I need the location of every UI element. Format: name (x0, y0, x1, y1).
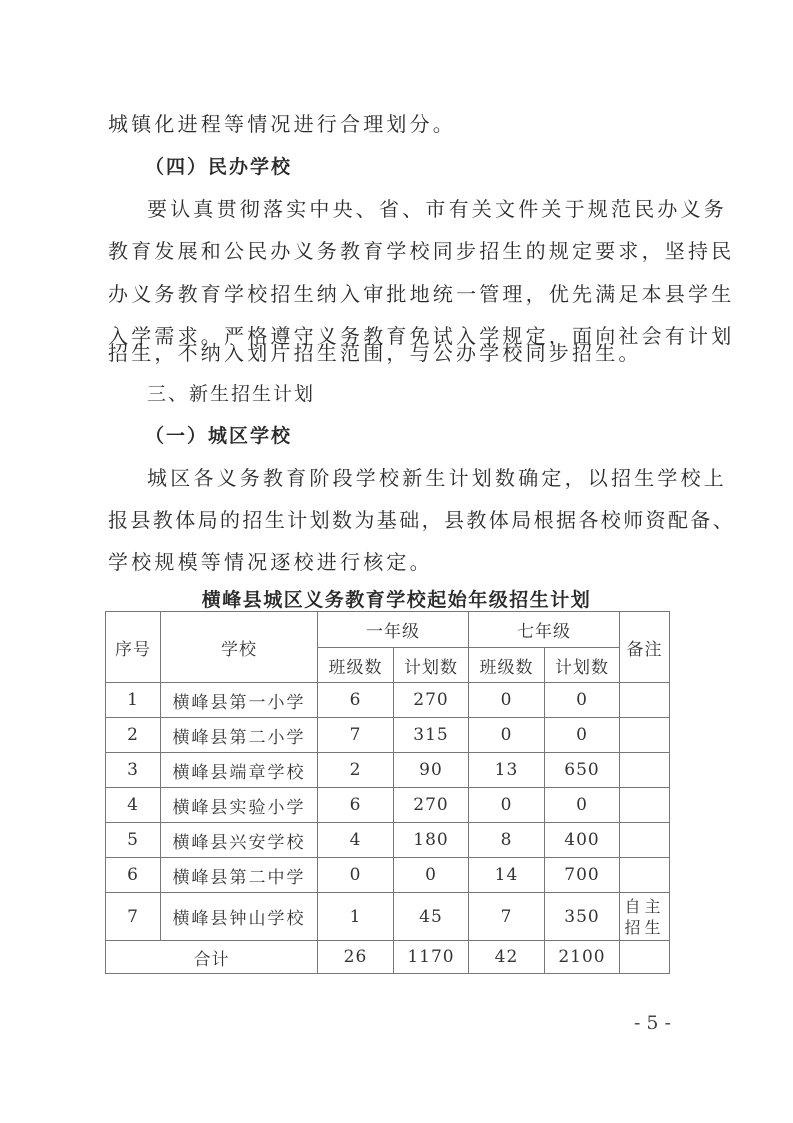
cell-g7-classes: 0 (469, 718, 545, 753)
table-row (106, 718, 670, 753)
remark-line: 招生 (624, 917, 665, 937)
table-row (106, 823, 670, 858)
cell-school: 横峰县实验小学 (161, 788, 318, 823)
cell-g1-plan: 0 (394, 858, 469, 893)
cell-g1-classes: 6 (318, 788, 394, 823)
total-label: 合计 (106, 941, 318, 974)
cell-g7-classes: 7 (469, 893, 545, 941)
paragraph-line: 入学需求。严格遵守义务教育免试入学规定，面向社会有计划 (108, 324, 735, 348)
total-remark (620, 941, 670, 974)
header-seq: 序号 (106, 612, 161, 683)
header-g7-plan: 计划数 (545, 648, 620, 683)
header-g1-classes: 班级数 (318, 648, 394, 683)
header-grade1: 一年级 (318, 612, 469, 648)
cell-g1-plan: 180 (394, 823, 469, 858)
section-heading-private-schools: （四）民办学校 (145, 156, 293, 178)
paragraph-line-5: 招生，不纳入划片招生范围，与公办学校同步招生。 (108, 341, 642, 365)
cell-g1-plan: 45 (394, 893, 469, 941)
cell-g7-plan: 350 (545, 893, 620, 941)
total-g1-plan: 1170 (394, 941, 469, 974)
cell-school: 横峰县第二小学 (161, 718, 318, 753)
cell-school: 横峰县兴安学校 (161, 823, 318, 858)
cell-g7-classes: 0 (469, 683, 545, 718)
header-grade7: 七年级 (469, 612, 620, 648)
table-row (106, 683, 670, 718)
cell-remark (620, 718, 670, 753)
cell-remark (620, 858, 670, 893)
cell-g7-plan: 0 (545, 718, 620, 753)
table-row (106, 753, 670, 788)
cell-g1-classes: 7 (318, 718, 394, 753)
cell-g1-plan: 270 (394, 788, 469, 823)
paragraph-line: 教育发展和公民办义务教育学校同步招生的规定要求，坚持民 (108, 239, 735, 263)
total-g7-classes: 42 (469, 941, 545, 974)
cell-g1-plan: 315 (394, 718, 469, 753)
table-row (106, 893, 670, 941)
cell-seq: 7 (106, 893, 161, 941)
section-heading-urban-schools: （一）城区学校 (145, 425, 293, 447)
cell-g7-plan: 400 (545, 823, 620, 858)
paragraph-line: 城镇化进程等情况进行合理划分。 (108, 112, 456, 136)
paragraph-line: 报县教体局的招生计划数为基础，县教体局根据各校师资配备、 (108, 508, 736, 532)
cell-remark (620, 893, 670, 941)
header-remark: 备注 (620, 612, 670, 683)
cell-school: 横峰县第二中学 (161, 858, 318, 893)
cell-g1-classes: 1 (318, 893, 394, 941)
paragraph-line: 办义务教育学校招生纳入审批地统一管理，优先满足本县学生 (108, 282, 735, 306)
table-total-row (106, 941, 670, 974)
cell-remark (620, 788, 670, 823)
cell-g7-plan: 0 (545, 788, 620, 823)
cell-g1-plan: 90 (394, 753, 469, 788)
paragraph-line: 城区各义务教育阶段学校新生计划数确定，以招生学校上 (147, 466, 727, 490)
page-number: -5- (634, 1012, 677, 1034)
cell-g1-classes: 0 (318, 858, 394, 893)
table-caption: 横峰县城区义务教育学校起始年级招生计划 (201, 589, 592, 611)
cell-seq: 3 (106, 753, 161, 788)
paragraph-line: 学校规模等情况逐校进行核定。 (108, 550, 433, 574)
cell-g1-classes: 6 (318, 683, 394, 718)
total-g7-plan: 2100 (545, 941, 620, 974)
cell-seq: 4 (106, 788, 161, 823)
cell-g1-classes: 4 (318, 823, 394, 858)
cell-g1-plan: 270 (394, 683, 469, 718)
cell-seq: 6 (106, 858, 161, 893)
remark-line: 自主 (624, 896, 665, 916)
header-g7-classes: 班级数 (469, 648, 545, 683)
cell-school: 横峰县第一小学 (161, 683, 318, 718)
cell-school: 横峰县端章学校 (161, 753, 318, 788)
cell-g7-plan: 700 (545, 858, 620, 893)
cell-seq: 2 (106, 718, 161, 753)
cell-g7-plan: 650 (545, 753, 620, 788)
cell-g7-classes: 14 (469, 858, 545, 893)
enrollment-plan-table (105, 611, 670, 974)
table-row (106, 858, 670, 893)
header-school: 学校 (161, 612, 318, 683)
cell-g1-classes: 2 (318, 753, 394, 788)
cell-g7-classes: 0 (469, 788, 545, 823)
cell-g7-classes: 13 (469, 753, 545, 788)
cell-remark (620, 683, 670, 718)
header-g1-plan: 计划数 (394, 648, 469, 683)
cell-seq: 1 (106, 683, 161, 718)
cell-g7-classes: 8 (469, 823, 545, 858)
paragraph-line: 要认真贯彻落实中央、省、市有关文件关于规范民办义务 (147, 197, 727, 221)
cell-remark (620, 753, 670, 788)
section-heading-enrollment-plan: 三、新生招生计划 (147, 383, 316, 405)
cell-g7-plan: 0 (545, 683, 620, 718)
cell-seq: 5 (106, 823, 161, 858)
total-g1-classes: 26 (318, 941, 394, 974)
table-row (106, 788, 670, 823)
cell-remark (620, 823, 670, 858)
cell-school: 横峰县钟山学校 (161, 893, 318, 941)
